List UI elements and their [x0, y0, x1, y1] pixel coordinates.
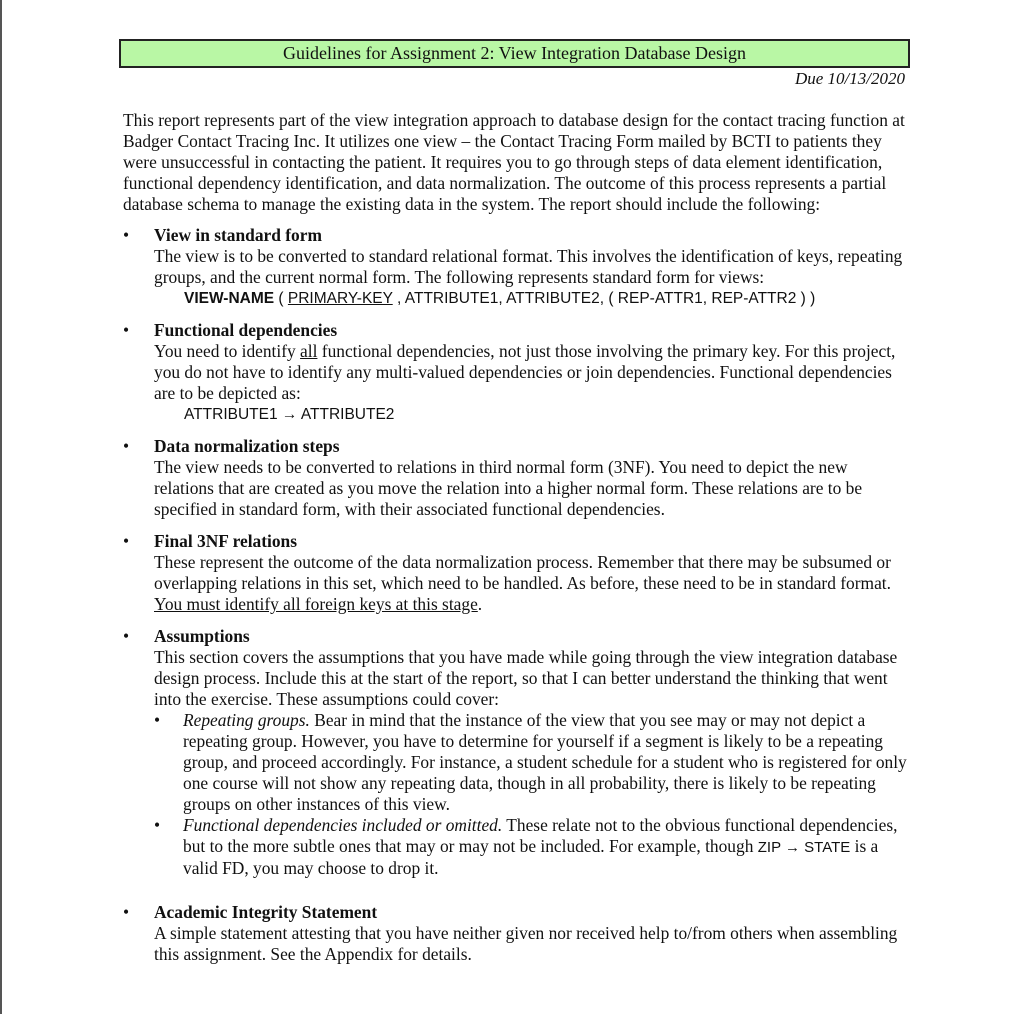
sub-item-title: Functional dependencies included or omitted. [183, 815, 503, 835]
section-final-3nf [123, 531, 907, 615]
document-body [123, 110, 907, 976]
section-academic-integrity [123, 902, 907, 965]
due-date: Due 10/13/2020 [794, 69, 905, 88]
section-body: A simple statement attesting that you have neither given nor received help to/from others when assembling this assignment. See the Appendix for details. [154, 923, 898, 964]
spacer [123, 890, 907, 902]
sub-item-title: Repeating groups. [183, 710, 310, 730]
section-body-underlined: You must identify all foreign keys at this stage [154, 594, 478, 614]
section-body: The view needs to be converted to relations in third normal form (3NF). You need to depict the new relations that are created as you move the relation into a higher normal form. These relations are to be specified in standard form, with their associated functional dependencies. [154, 457, 863, 519]
section-body-post: functional dependencies, not just those involving the primary key. For this project, you do not have to identify any multi-valued dependencies or join dependencies. Functional dependencies are to be depicted as: [154, 341, 896, 403]
code-primary-key: PRIMARY-KEY [287, 290, 393, 307]
sub-item-fd-included [154, 815, 907, 879]
bullet: • [123, 436, 130, 456]
bullet: • [123, 902, 130, 922]
section-body: The view is to be converted to standard relational format. This involves the identification of keys, repeating groups, and the current normal form. The following represents standard form for views: [154, 246, 903, 287]
section-body-end: . [477, 594, 483, 614]
bullet: • [123, 320, 130, 340]
section-title: Academic Integrity Statement [154, 902, 378, 922]
section-title: Functional dependencies [154, 320, 338, 340]
section-assumptions [123, 626, 907, 879]
code-attributes: , ATTRIBUTE1, ATTRIBUTE2, ( REP-ATTR1, REP-ATTR2 ) ) [392, 290, 816, 307]
sub-bullet: • [154, 710, 161, 730]
section-body-pre: You need to identify [154, 341, 301, 361]
sub-bullet: • [154, 815, 161, 835]
fd-example: ATTRIBUTE1 → ATTRIBUTE2 [184, 406, 395, 423]
section-functional-dependencies [123, 320, 907, 425]
section-normalization-steps [123, 436, 907, 520]
sub-item-end: is a valid FD, you may choose to drop it. [183, 836, 879, 878]
sub-item-body: These relate not to the obvious functional dependencies, but to the more subtle ones that may or may not be included. For example, though [183, 815, 898, 856]
section-view-standard-form [123, 225, 907, 309]
section-body: These represent the outcome of the data normalization process. Remember that there may be subsumed or overlapping relations in this set, which need to be handled. As before, these need to be in standard format. [154, 552, 891, 593]
standard-form-example [154, 288, 907, 309]
code-view-name: VIEW-NAME [184, 290, 275, 307]
sub-item-code: ZIP → STATE [757, 839, 851, 856]
section-title: Data normalization steps [154, 436, 340, 456]
bullet: • [123, 225, 130, 245]
intro-paragraph: This report represents part of the view integration approach to database design for the contact tracing function at Badger Contact Tracing Inc. It utilizes one view – the Contact Tracing Form mailed by BCTI to patients they were unsuccessful in contacting the patient. It requires you to go through steps of data element identification, functional dependency identification, and data normalization. The outcome of this process represents a partial database schema to manage the existing data in the system. The report should include the following: [123, 110, 905, 214]
section-title: Assumptions [154, 626, 250, 646]
sub-item-body: Bear in mind that the instance of the view that you see may or may not depict a repeating group. However, you have to determine for yourself if a segment is likely to be a repeating group, and proceed accordingly. For instance, a student schedule for a student who is registered for only one course will not show any repeating data, though in all probability, there is likely to be repeating groups on other instances of this view. [183, 710, 907, 814]
section-body-underlined: all [300, 341, 318, 361]
page-title: Guidelines for Assignment 2: View Integration Database Design [119, 39, 910, 68]
bullet: • [123, 626, 130, 646]
code-open: ( [274, 290, 288, 307]
section-title: View in standard form [154, 225, 322, 245]
section-body: This section covers the assumptions that you have made while going through the view integration database design process. Include this at the start of the report, so that I can better understand the thinking that went into the exercise. These assumptions could cover: [154, 647, 898, 709]
sub-item-repeating-groups [154, 710, 907, 815]
section-title: Final 3NF relations [154, 531, 297, 551]
bullet: • [123, 531, 130, 551]
